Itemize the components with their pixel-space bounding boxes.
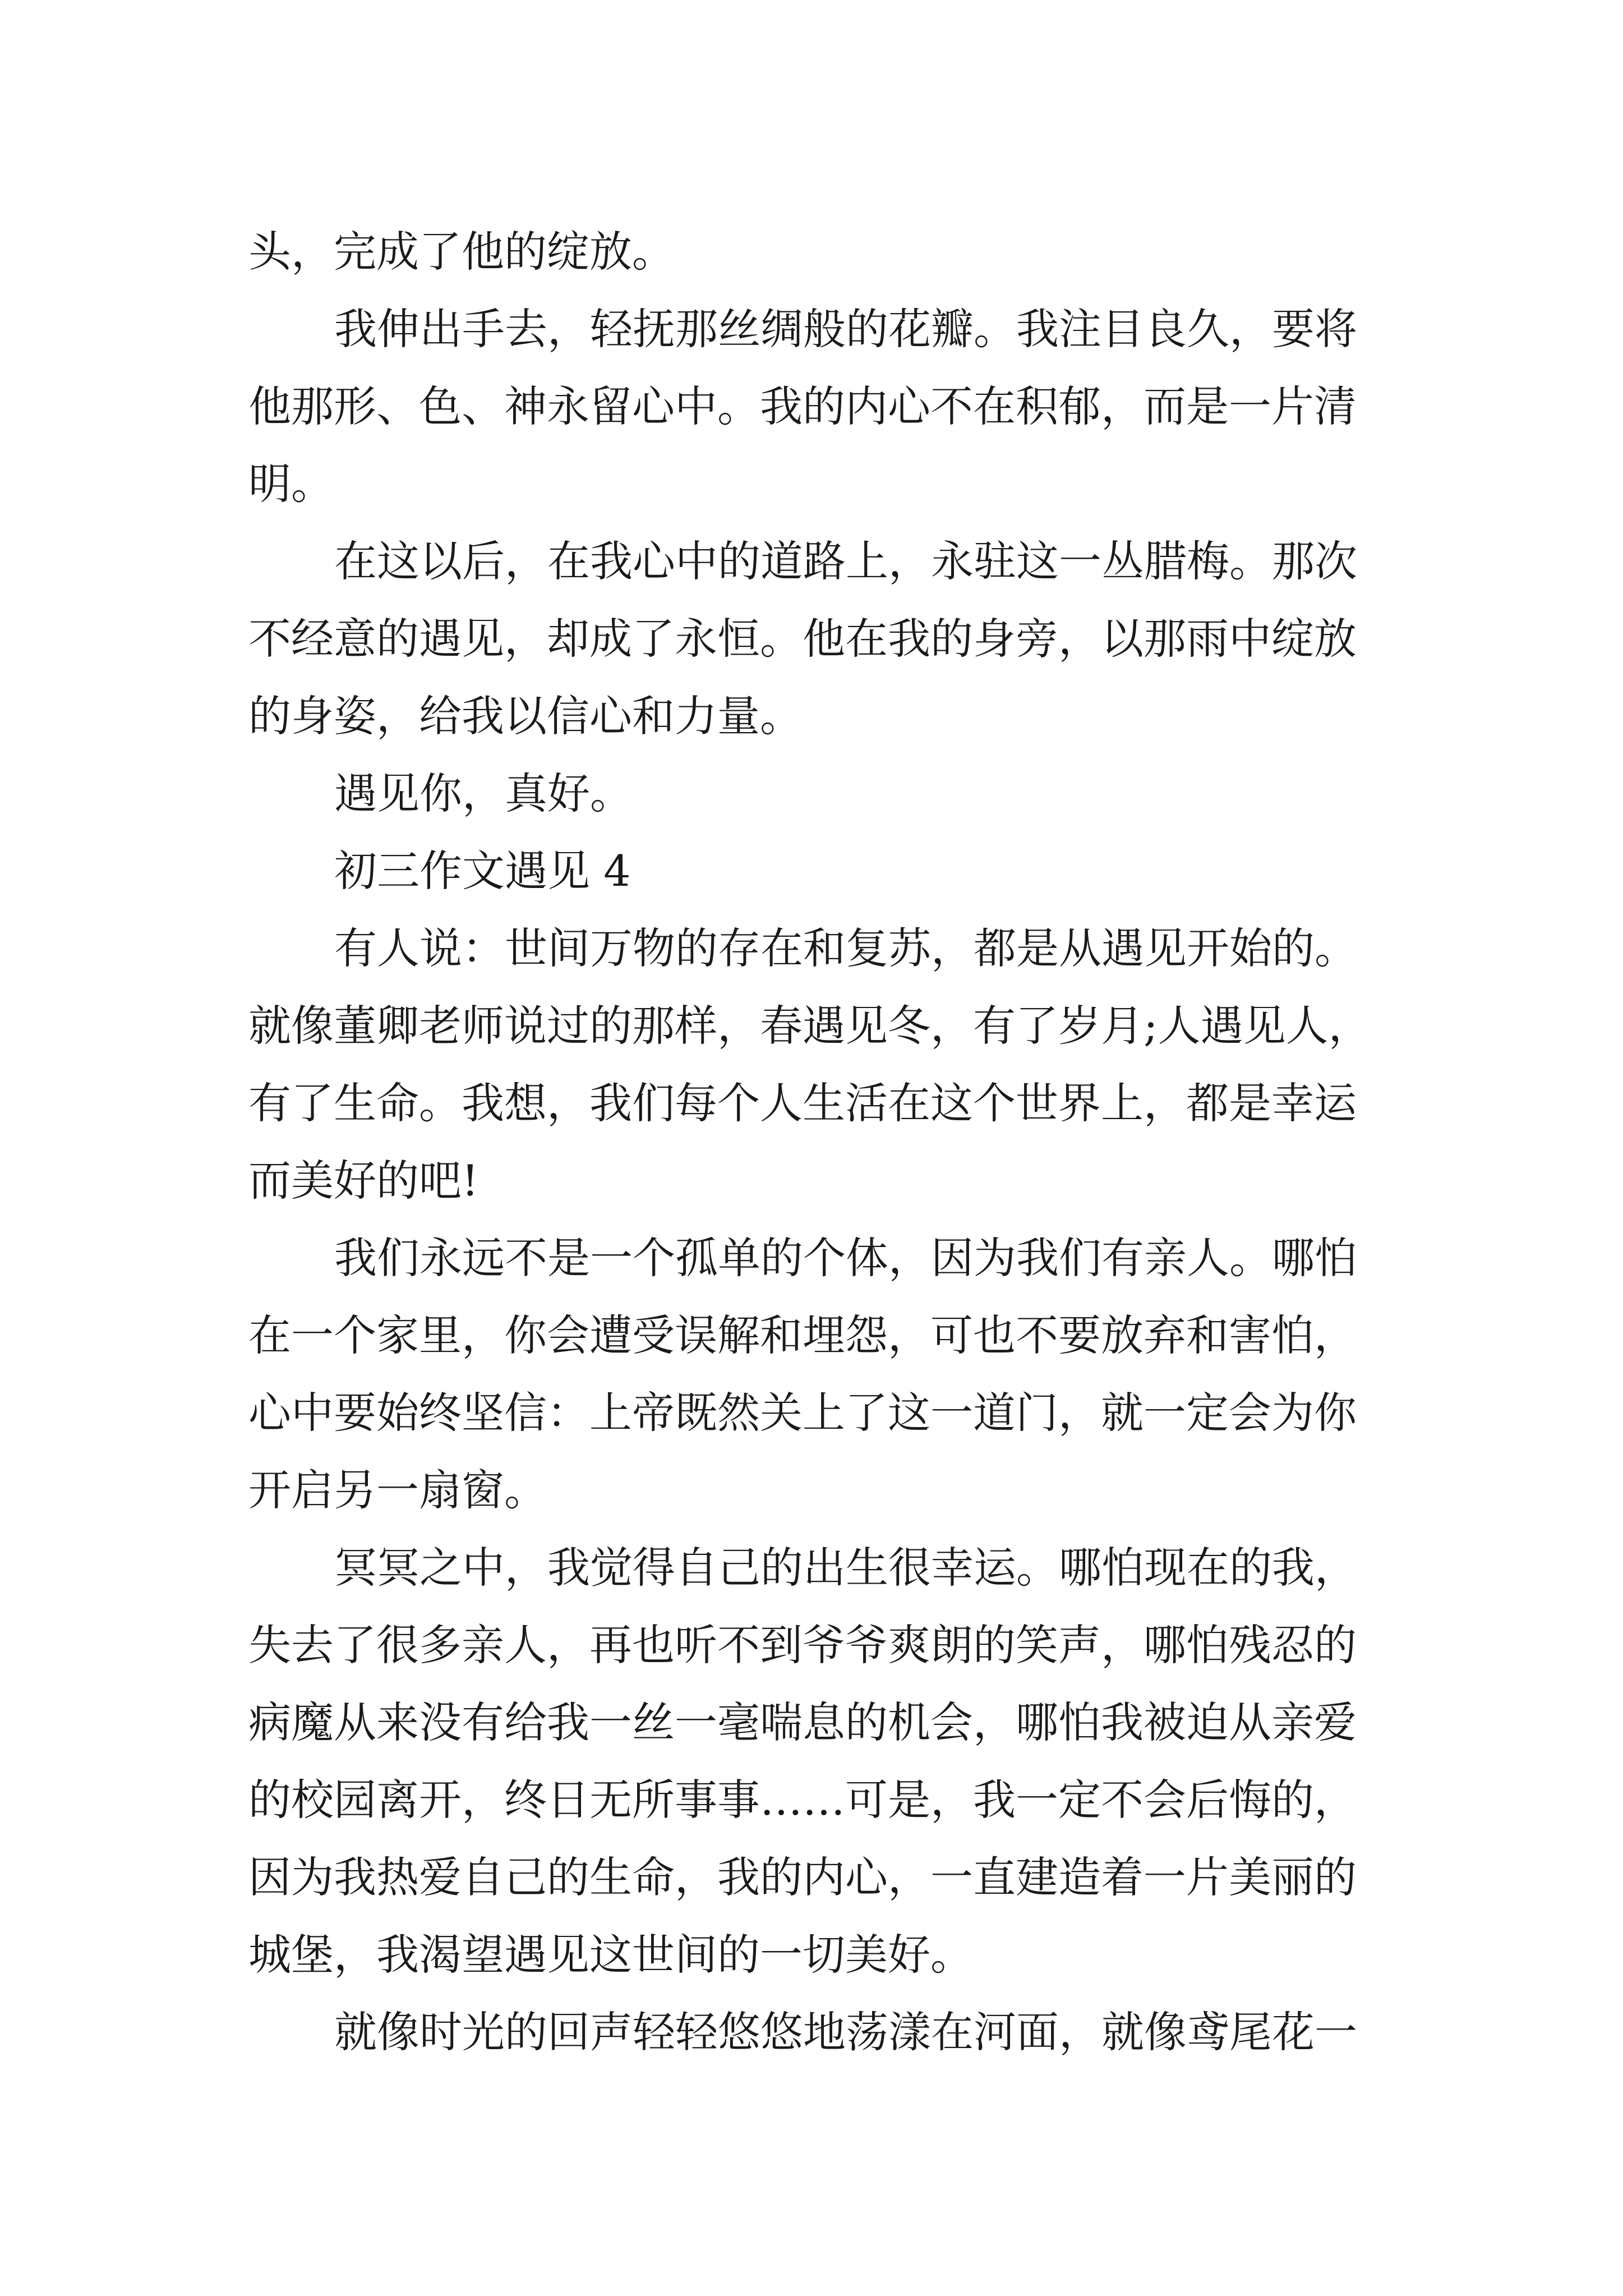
text-line: 有人说：世间万物的存在和复苏，都是从遇见开始的。 xyxy=(334,923,1357,973)
text-line: 就像时光的回声轻轻悠悠地荡漾在河面，就像鸢尾花一 xyxy=(334,2007,1357,2057)
text-line: 开启另一扇窗。 xyxy=(248,1465,547,1515)
text-line: 在一个家里，你会遭受误解和埋怨，可也不要放弃和害怕， xyxy=(248,1310,1357,1360)
text-line: 在这以后，在我心中的道路上，永驻这一丛腊梅。那次 xyxy=(334,536,1357,586)
text-line: 冥冥之中，我觉得自己的出生很幸运。哪怕现在的我， xyxy=(334,1543,1357,1593)
document-body xyxy=(248,213,1404,2071)
text-line: 就像董卿老师说过的那样，春遇见冬，有了岁月;人遇见人， xyxy=(248,1001,1371,1051)
text-line: 而美好的吧! xyxy=(248,1156,479,1205)
text-line: 的校园离开，终日无所事事……可是，我一定不会后悔的， xyxy=(248,1775,1357,1825)
text-line: 因为我热爱自己的生命，我的内心，一直建造着一片美丽的 xyxy=(248,1852,1357,1902)
text-line: 我们永远不是一个孤单的个体，因为我们有亲人。哪怕 xyxy=(334,1233,1357,1283)
text-line: 明。 xyxy=(248,459,334,509)
section-heading: 初三作文遇见 4 xyxy=(334,846,631,896)
text-line: 不经意的遇见，却成了永恒。他在我的身旁，以那雨中绽放 xyxy=(248,614,1357,664)
text-line: 的身姿，给我以信心和力量。 xyxy=(248,691,803,741)
text-line: 遇见你，真好。 xyxy=(334,769,633,818)
text-line: 城堡，我渴望遇见这世间的一切美好。 xyxy=(248,1930,973,1980)
text-line: 有了生命。我想，我们每个人生活在这个世界上，都是幸运 xyxy=(248,1078,1357,1128)
text-line: 我伸出手去，轻抚那丝绸般的花瓣。我注目良久，要将 xyxy=(334,304,1357,354)
text-line: 心中要始终坚信：上帝既然关上了这一道门，就一定会为你 xyxy=(248,1388,1357,1438)
text-line: 头，完成了他的绽放。 xyxy=(248,227,675,277)
text-line: 失去了很多亲人，再也听不到爷爷爽朗的笑声，哪怕残忍的 xyxy=(248,1620,1357,1670)
text-line: 他那形、色、神永留心中。我的内心不在积郁，而是一片清 xyxy=(248,381,1357,431)
text-line: 病魔从来没有给我一丝一毫喘息的机会，哪怕我被迫从亲爱 xyxy=(248,1697,1357,1747)
